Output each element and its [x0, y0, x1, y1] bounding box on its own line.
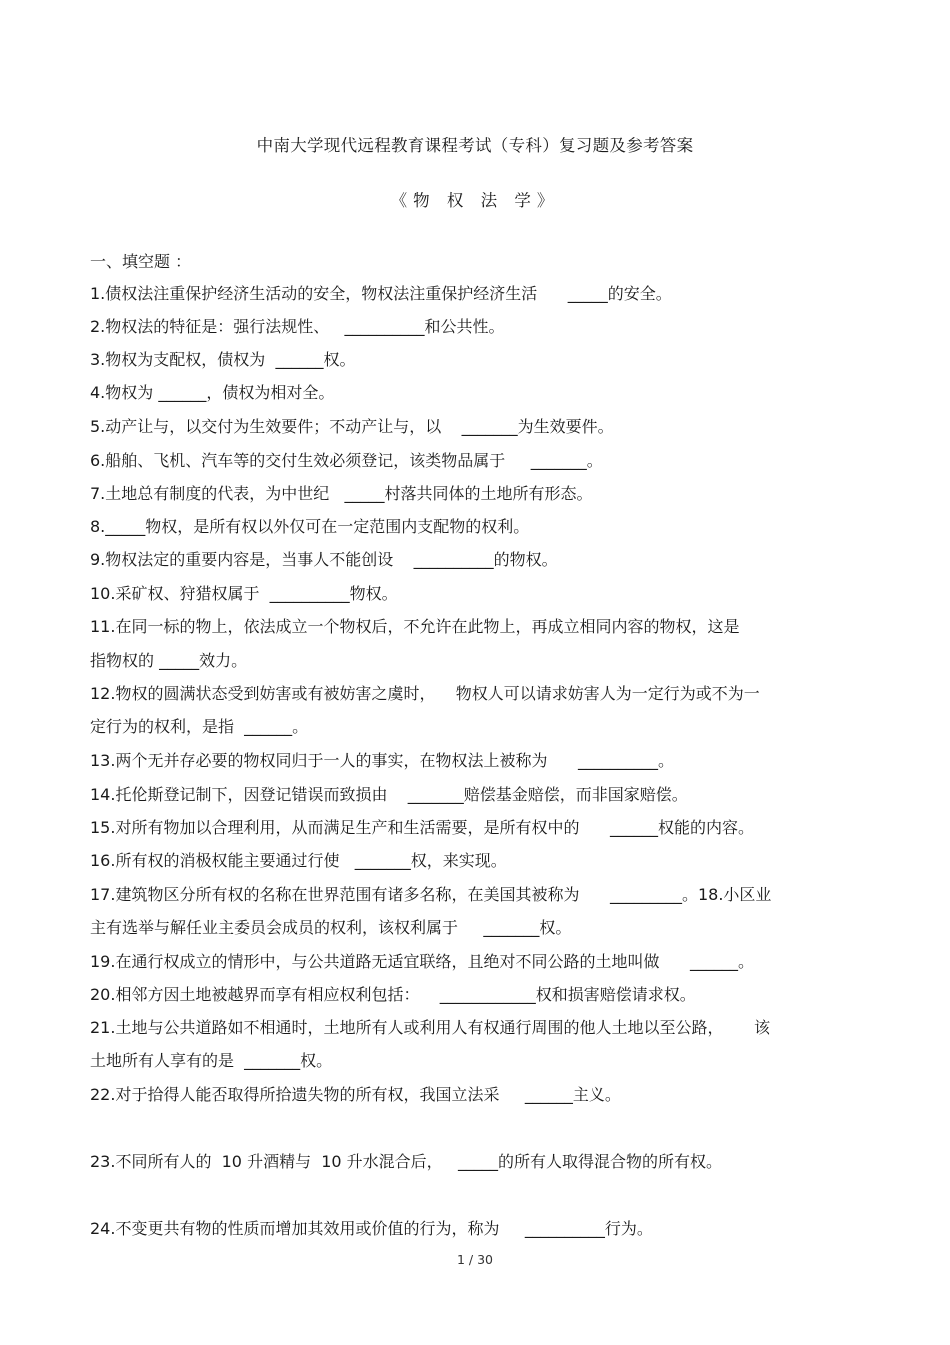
question-line: 23.不同所有人的 10 升酒精与 10 升水混合后， _____的所有人取得混合物的所有权。: [90, 1152, 722, 1171]
document-subtitle: 《物 权 法 学》: [390, 191, 560, 210]
document-title: 中南大学现代远程教育课程考试（专科）复习题及参考答案: [256, 136, 694, 155]
question-line: 5.动产让与，以交付为生效要件；不动产让与，以 _______为生效要件。: [90, 417, 614, 436]
question-line: 土地所有人享有的是 _______权。: [90, 1051, 333, 1070]
question-line: 12.物权的圆满状态受到妨害或有被妨害之虞时， 物权人可以请求妨害人为一定行为或不为一: [90, 684, 760, 703]
section-heading: 一、填空题 ：: [90, 252, 192, 271]
question-line: 8._____物权，是所有权以外仅可在一定范围内支配物的权利。: [90, 517, 530, 536]
question-line: 6.船舶、飞机、汽车等的交付生效必须登记，该类物品属于 _______。: [90, 451, 603, 470]
question-line: 主有选举与解任业主委员会成员的权利，该权利属于 _______权。: [90, 918, 572, 937]
question-line: 2.物权法的特征是：强行法规性、 __________和公共性。: [90, 317, 505, 336]
question-line: 3.物权为支配权，债权为 ______权。: [90, 350, 356, 369]
question-line: 14.托伦斯登记制下，因登记错误而致损由 _______赔偿基金赔偿，而非国家赔偿。: [90, 785, 688, 804]
question-line: 定行为的权利，是指 ______。: [90, 717, 309, 736]
question-line: 24.不变更共有物的性质而增加其效用或价值的行为，称为 __________行为。: [90, 1219, 653, 1238]
question-line: 1.债权法注重保护经济生活动的安全，物权法注重保护经济生活 _____的安全。: [90, 284, 672, 303]
question-line: 13.两个无并存必要的物权同归于一人的事实，在物权法上被称为 __________。: [90, 751, 674, 770]
question-line: 11.在同一标的物上，依法成立一个物权后，不允许在此物上，再成立相同内容的物权，这是: [90, 617, 740, 636]
question-line: 10.采矿权、狩猎权属于 __________物权。: [90, 584, 398, 603]
question-line: 7.土地总有制度的代表，为中世纪 _____村落共同体的土地所有形态。: [90, 484, 593, 503]
question-line: 指物权的 _____效力。: [90, 651, 248, 670]
question-line: 22.对于拾得人能否取得所拾遗失物的所有权，我国立法采 ______主义。: [90, 1085, 621, 1104]
question-line: 16.所有权的消极权能主要通过行使 _______权，来实现。: [90, 851, 507, 870]
question-line: 4.物权为 ______，债权为相对全。: [90, 383, 335, 402]
question-line: 19.在通行权成立的情形中，与公共道路无适宜联络，且绝对不同公路的土地叫做 ______。: [90, 952, 754, 971]
question-line: 9.物权法定的重要内容是，当事人不能创设 __________的物权。: [90, 550, 558, 569]
question-line: 15.对所有物加以合理利用，从而满足生产和生活需要，是所有权中的 ______权能的内容。: [90, 818, 754, 837]
question-line: 20.相邻方因土地被越界而享有相应权利包括： ____________权和损害赔偿请求权。: [90, 985, 696, 1004]
question-line: 17.建筑物区分所有权的名称在世界范围有诸多名称，在美国其被称为 _________。18.小区业: [90, 885, 772, 904]
question-line: 21.土地与公共道路如不相通时，土地所有人或利用人有权通行周围的他人土地以至公路， 该: [90, 1018, 770, 1037]
page-number: 1 / 30: [456, 1252, 494, 1267]
